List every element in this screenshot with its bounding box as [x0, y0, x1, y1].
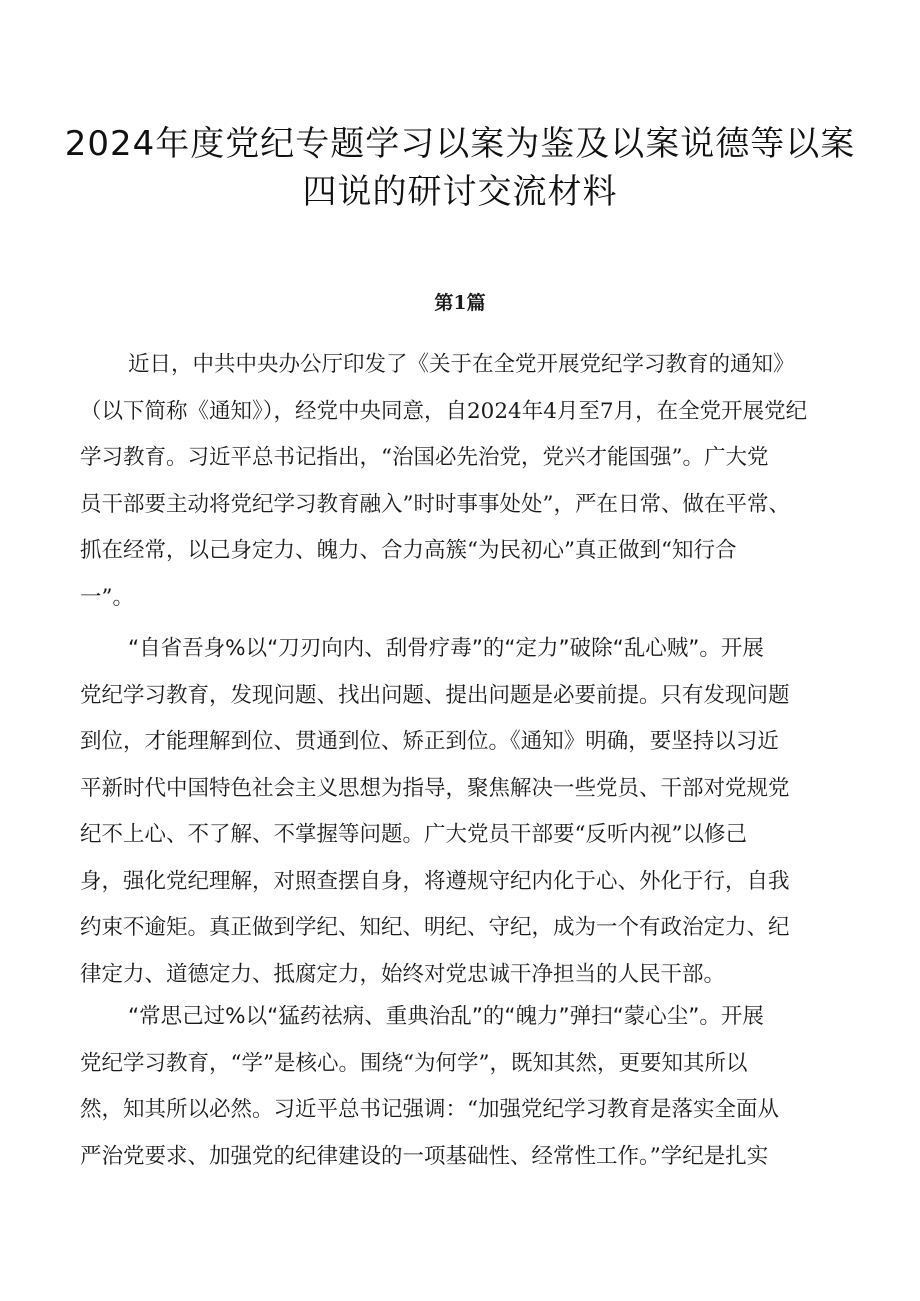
paragraph-lead-line — [80, 994, 840, 1041]
paragraph-lead-rest: 。开展 — [699, 1004, 764, 1029]
paragraph-line: 纪不上心、不了解、不掌握等问题。广大党员干部要“反听内视”以修己 — [80, 822, 747, 847]
section-heading: 第1篇 — [434, 292, 486, 314]
paragraph-lead: “自省吾身%以“刀刃向内、刮骨疗毒”的“定力”破除“乱心贼” — [128, 636, 700, 661]
paragraph-line: 抓在经常，以己身定力、魄力、合力高簇“为民初心”真正做到“知行合 — [80, 538, 737, 563]
paragraph-lead-rest: 。开展 — [699, 636, 764, 661]
paragraph-line: 严治党要求、加强党的纪律建设的一项基础性、经常性工作。”学纪是扎实 — [80, 1143, 769, 1169]
paragraph-lead: “常思己过%以“猛药祛病、重典治乱”的“魄力”弹扫“蒙心尘” — [128, 1004, 700, 1029]
paragraph-line: 一”。 — [80, 584, 134, 610]
paragraph-line: 约束不逾矩。真正做到学纪、知纪、明纪、守纪，成为一个有政治定力、纪 — [80, 915, 790, 940]
paragraph-line: 近日，中共中央办公厅印发了《关于在全党开展党纪学习教育的通知》 — [128, 352, 795, 377]
paragraph-lead-line — [80, 626, 840, 673]
paragraph-2 — [80, 626, 840, 998]
paragraph-1 — [80, 342, 840, 621]
document-title-line-1: 2024年度党纪专题学习以案为鉴及以案说德等以案 — [64, 124, 856, 164]
paragraph-line: 员干部要主动将党纪学习教育融入”时时事事处处”，严在日常、做在平常、 — [80, 491, 790, 517]
paragraph-line: 然，知其所以必然。习近平总书记强调：“加强党纪学习教育是落实全面从 — [80, 1097, 779, 1122]
paragraph-line: 党纪学习教育，发现问题、找出问题、提出问题是必要前提。只有发现问题 — [80, 682, 790, 708]
paragraph-3 — [80, 994, 840, 1180]
paragraph-line: 学习教育。习近平总书记指出，“治国必先治党，党兴才能国强”。广大党 — [80, 445, 769, 470]
paragraph-line: 平新时代中国特色社会主义思想为指导，聚焦解决一些党员、干部对党规党 — [80, 775, 790, 801]
paragraph-line: 身，强化党纪理解，对照查摆自身，将遵规守纪内化于心、外化于行，自我 — [80, 868, 790, 894]
paragraph-line: （以下简称《通知》），经党中央同意，自2024年4月至7月，在全党开展党纪 — [80, 398, 808, 424]
paragraph-line: 到位，才能理解到位、贯通到位、矫正到位。《通知》明确，要坚持以习近 — [80, 729, 779, 754]
paragraph-line: 律定力、道德定力、抵腐定力，始终对党忠诚干净担当的人民干部。 — [80, 961, 726, 987]
paragraph-line: 党纪学习教育，“学”是核心。围绕“为何学”，既知其然，更要知其所以 — [80, 1050, 748, 1076]
document-title-line-2: 四说的研讨交流材料 — [302, 172, 618, 212]
